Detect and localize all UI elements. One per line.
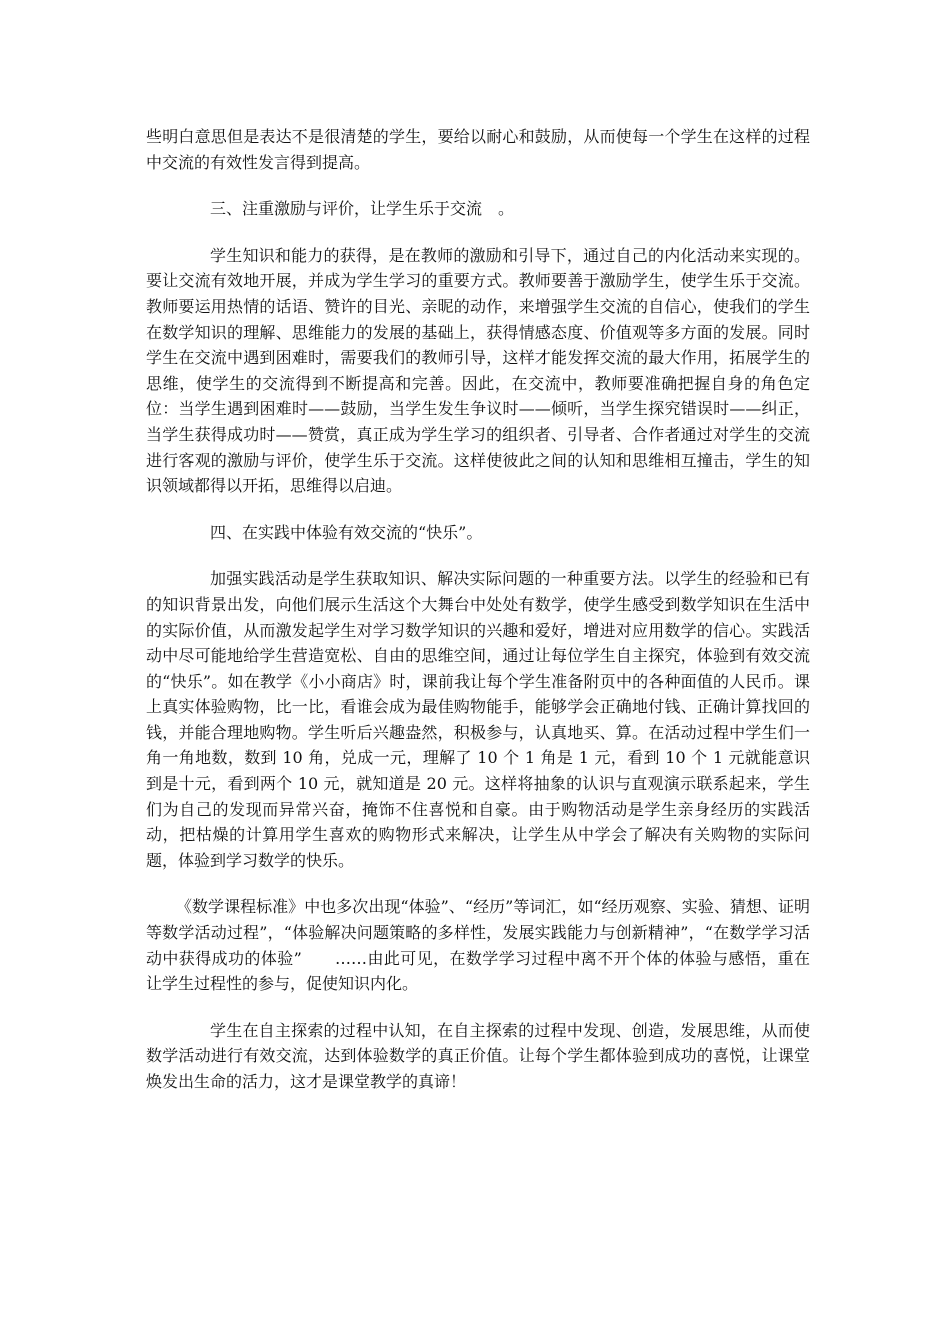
paragraph-4-3: 学生在自主探索的过程中认知，在自主探索的过程中发现、创造，发展思维，从而使数学活动进行有效交流，达到体验数学的真正价值。让每个学生都体验到成功的喜悦，让课堂焕发出生命的活力，这才是课堂教学的真谛！ bbox=[146, 1020, 810, 1091]
section-heading-4: 四、在实践中体验有效交流的“快乐”。 bbox=[210, 522, 483, 542]
paragraph-continuation: 些明白意思但是表达不是很清楚的学生，要给以耐心和鼓励，从而使每一个学生在这样的过程中交流的有效性发言得到提高。 bbox=[146, 127, 810, 172]
paragraph-4-1: 加强实践活动是学生获取知识、解决实际问题的一种重要方法。以学生的经验和已有的知识背景出发，向他们展示生活这个大舞台中处处有数学，使学生感受到数学知识在生活中的实际价值，从而激发起学生对学习数学知识的兴趣和爱好，增进对应用数学的信心。实践活动中尽可能地给学生营造宽松、自由的思维空间，通过让每位学生自主探究，体验到有效交流的“快乐”。如在教学《小小商店》时，课前我让每个学生准备附页中的各种面值的人民币。课上真实体验购物，比一比，看谁会成为最佳购物能手，能够学会正确地付钱、正确计算找回的钱，并能合理地购物。学生听后兴趣盎然，积极参与，认真地买、算。在活动过程中学生们一角一角地数，数到 10 角，兑成一元，理解了 10 个 1 角是 1 元，看到 10 个 1 元就能意识到是十元，看到两个 10 元，就知道是 20 元。这样将抽象的认识与直观演示联系起来，学生们为自己的发现而异常兴奋，掩饰不住喜悦和自豪。由于购物活动是学生亲身经历的实践活动，把枯燥的计算用学生喜欢的购物形式来解决，让学生从中学会了解决有关购物的实际问题，体验到学习数学的快乐。 bbox=[146, 569, 810, 870]
document-body bbox=[146, 124, 810, 1095]
section-heading-3: 三、注重激励与评价，让学生乐于交流 。 bbox=[210, 199, 515, 219]
paragraph-3-1: 学生知识和能力的获得，是在教师的激励和引导下，通过自己的内化活动来实现的。要让交流有效地开展，并成为学生学习的重要方式。教师要善于激励学生，使学生乐于交流。教师要运用热情的话语、赞许的目光、亲昵的动作，来增强学生交流的自信心，使我们的学生在数学知识的理解、思维能力的发展的基础上，获得情感态度、价值观等多方面的发展。同时学生在交流中遇到困难时，需要我们的教师引导，这样才能发挥交流的最大作用，拓展学生的思维，使学生的交流得到不断提高和完善。因此，在交流中，教师要准确把握自身的角色定位：当学生遇到困难时——鼓励，当学生发生争议时——倾听，当学生探究错误时——纠正，当学生获得成功时——赞赏，真正成为学生学习的组织者、引导者、合作者通过对学生的交流进行客观的激励与评价，使学生乐于交流。这样使彼此之间的认知和思维相互撞击，学生的知识领域都得以开拓，思维得以启迪。 bbox=[146, 245, 810, 496]
paragraph-4-2: 《数学课程标准》中也多次出现“体验”、“经历”等词汇，如“经历观察、实验、猜想、证明等数学活动过程”，“体验解决问题策略的多样性，发展实践能力与创新精神”，“在数学学习活动中获得成功的体验” ……由此可见，在数学学习过程中离不开个体的体验与感悟，重在让学生过程性的参与，促使知识内化。 bbox=[146, 897, 810, 994]
